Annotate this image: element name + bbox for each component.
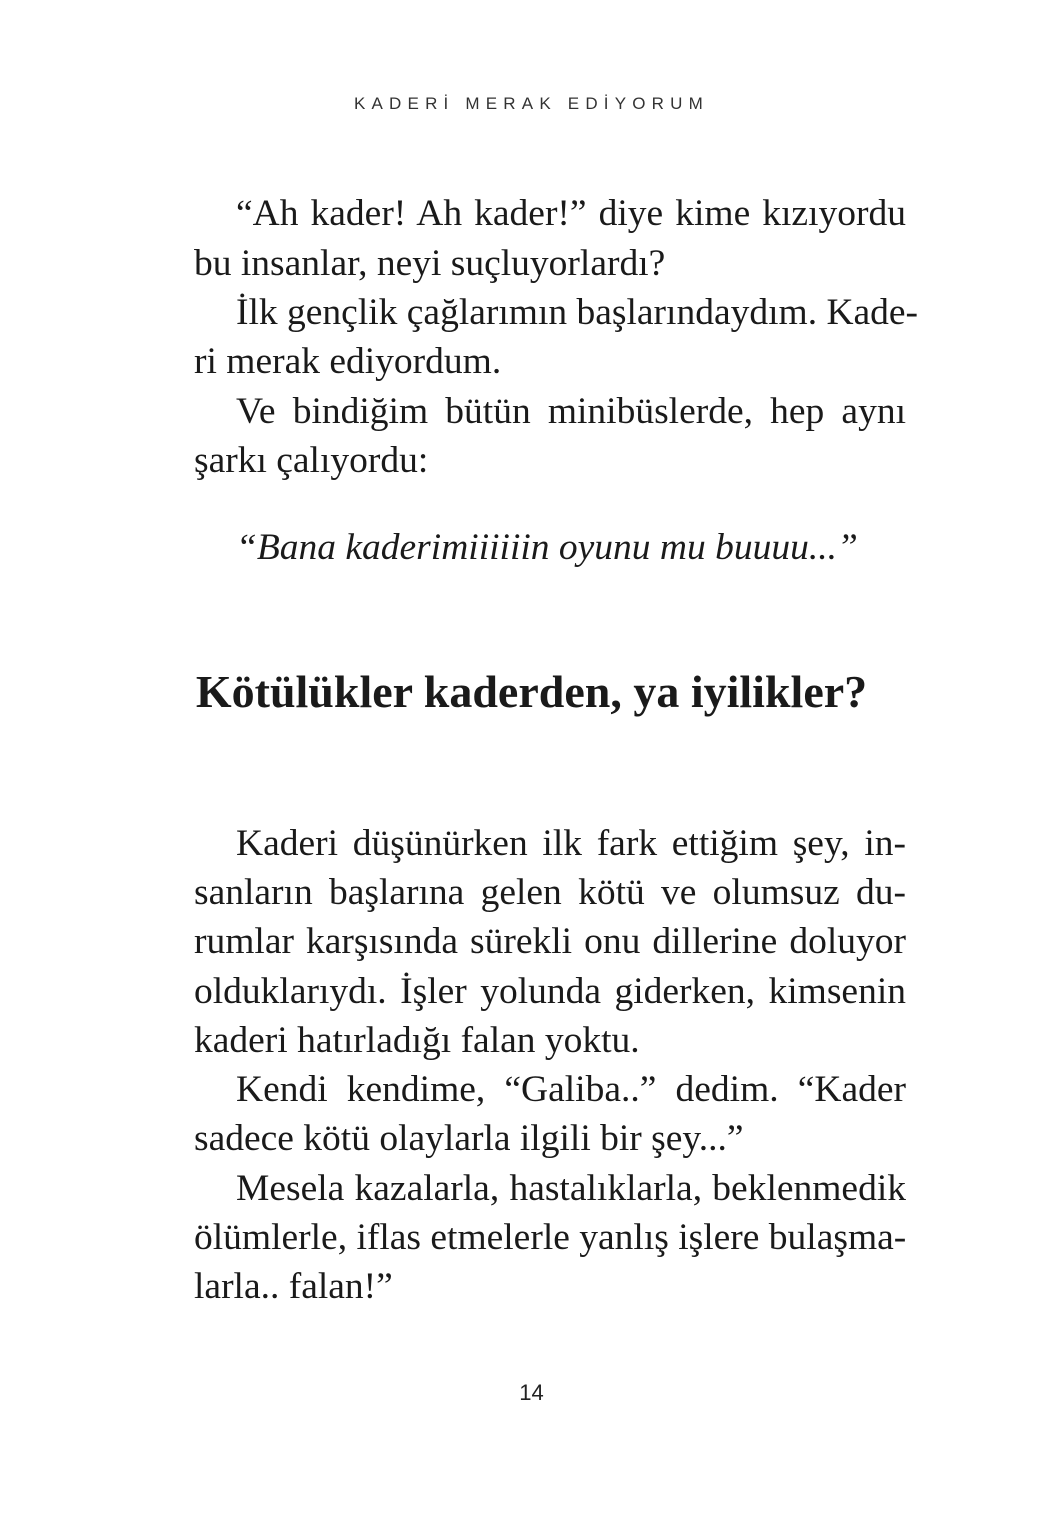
running-head: KADERİ MERAK EDİYORUM — [353, 94, 709, 113]
paragraph-line: sadece kötü olaylarla ilgili bir şey...” — [194, 1118, 744, 1159]
paragraph-line: larla.. falan!” — [194, 1266, 393, 1307]
paragraph-line: olduklarıydı. İşler yolunda giderken, kimsenin — [194, 971, 906, 1012]
paragraph-line: kaderi hatırladığı falan yoktu. — [194, 1020, 640, 1061]
paragraph-line: ölümlerle, iflas etmelerle yanlış işlere bulaşma- — [194, 1217, 907, 1258]
paragraph-line: Kendi kendime, “Galiba..” dedim. “Kader — [236, 1069, 906, 1110]
song-quote: “Bana kaderimiiiiiin oyunu mu buuuu...” — [236, 527, 858, 568]
paragraph-line: Ve bindiğim bütün minibüslerde, hep aynı — [236, 391, 906, 432]
paragraph-line: sanların başlarına gelen kötü ve olumsuz du- — [194, 872, 906, 913]
paragraph-line: Kaderi düşünürken ilk fark ettiğim şey, in- — [236, 823, 906, 864]
section-heading: Kötülükler kaderden, ya iyilikler? — [195, 666, 868, 717]
paragraph-line: İlk gençlik çağlarımın başlarındaydım. Kade- — [236, 292, 919, 333]
paragraph-line: bu insanlar, neyi suçluyorlardı? — [194, 243, 666, 284]
page-number: 14 — [519, 1380, 544, 1405]
paragraph-line: rumlar karşısında sürekli onu dillerine doluyor — [194, 921, 906, 962]
paragraph-line: ri merak ediyordum. — [194, 341, 502, 382]
paragraph-line: şarkı çalıyordu: — [194, 440, 429, 481]
paragraph-line: “Ah kader! Ah kader!” diye kime kızıyordu — [236, 193, 906, 234]
paragraph-line: Mesela kazalarla, hastalıklarla, beklenmedik — [236, 1168, 906, 1209]
